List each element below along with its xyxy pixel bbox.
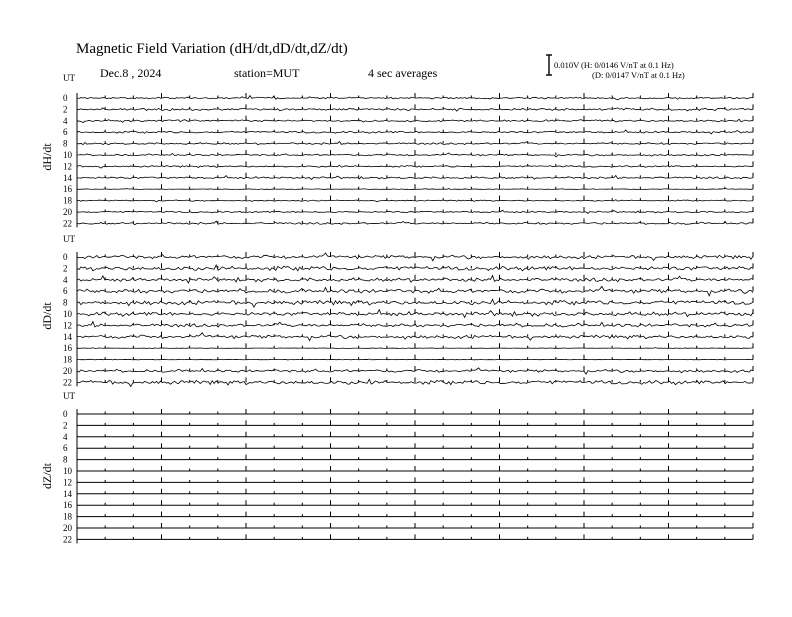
row-label: 22 [63, 534, 72, 545]
row-label: 8 [63, 297, 68, 308]
row-label: 10 [63, 466, 72, 476]
panel-dH-dt [40, 73, 753, 228]
row-label: 20 [63, 366, 72, 376]
row-label: 14 [63, 331, 72, 342]
row-label: 22 [63, 218, 72, 229]
row-label: 18 [63, 354, 72, 365]
row-label: 14 [63, 488, 72, 499]
row-label: 6 [63, 286, 68, 297]
row-label: 4 [63, 115, 68, 126]
row-label: 2 [63, 104, 68, 115]
row-label: 18 [63, 511, 72, 522]
panels [40, 73, 753, 544]
row-label: 22 [63, 377, 72, 388]
row-label: 8 [63, 454, 68, 465]
panel-dD-dt [40, 234, 753, 387]
panel-dZ-dt [40, 391, 753, 544]
row-label: 16 [63, 343, 72, 354]
row-label: 10 [63, 309, 72, 319]
y-axis-label: dZ/dt [40, 463, 54, 489]
row-label: 20 [63, 523, 72, 533]
row-label: 12 [63, 320, 72, 331]
row-label: 4 [63, 274, 68, 285]
y-axis-label: dH/dt [40, 143, 54, 171]
row-label: 2 [63, 420, 68, 431]
date-label: Dec.8 , 2024 [100, 66, 162, 80]
row-label: 2 [63, 263, 68, 274]
scale-value: 0.010V [554, 60, 580, 70]
scale-d-note: (D: 0/0147 V/nT at 0.1 Hz) [592, 70, 685, 80]
scale-h-note: (H: 0/0146 V/nT at 0.1 Hz) [581, 60, 674, 70]
row-label: 12 [63, 161, 72, 172]
y-axis-label: dD/dt [40, 302, 54, 330]
station-label: station=MUT [234, 66, 300, 80]
row-label: 4 [63, 431, 68, 442]
row-label: 6 [63, 127, 68, 138]
scale-bar [546, 55, 552, 75]
ut-axis-label: UT [63, 234, 75, 244]
row-label: 16 [63, 184, 72, 195]
row-label: 10 [63, 150, 72, 160]
row-label: 12 [63, 477, 72, 488]
averages-label: 4 sec averages [368, 66, 438, 80]
row-label: 8 [63, 138, 68, 149]
row-label: 0 [63, 409, 68, 419]
row-label: 0 [63, 93, 68, 103]
chart-title: Magnetic Field Variation (dH/dt,dD/dt,dZ/dt) [76, 41, 348, 57]
row-label: 20 [63, 207, 72, 217]
row-label: 18 [63, 195, 72, 206]
ut-axis-label: UT [63, 391, 75, 401]
ut-axis-label: UT [63, 73, 75, 83]
row-label: 6 [63, 443, 68, 454]
row-label: 14 [63, 172, 72, 183]
row-label: 16 [63, 500, 72, 511]
row-label: 0 [63, 252, 68, 262]
